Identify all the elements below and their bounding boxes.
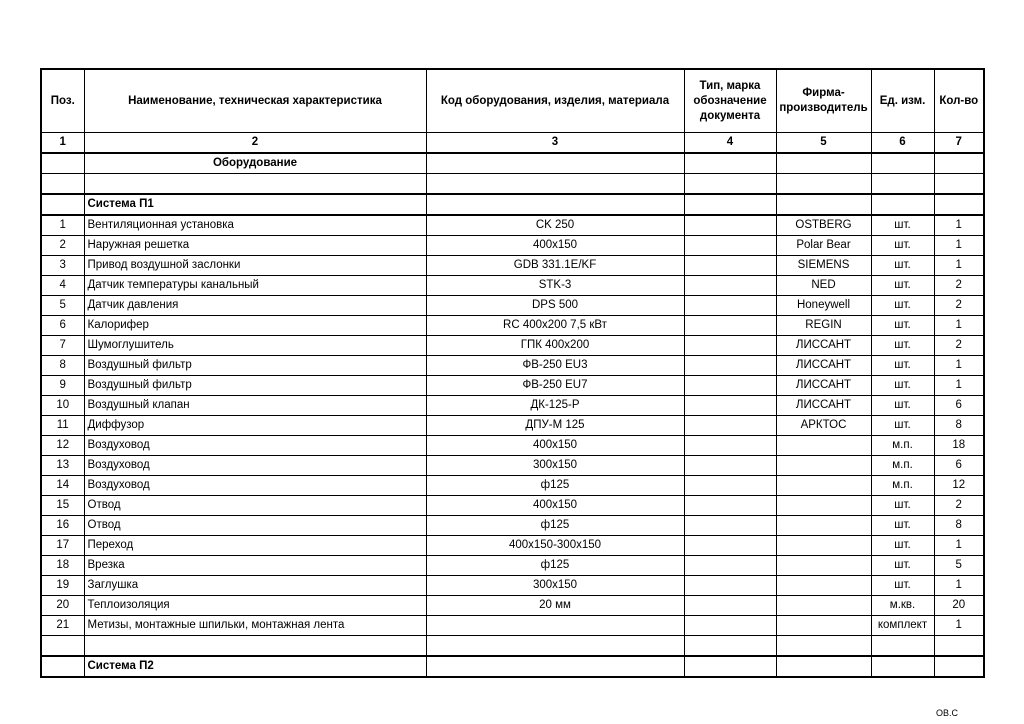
item-position: 18 — [41, 556, 84, 576]
item-type — [684, 456, 776, 476]
item-name: Воздушный фильтр — [84, 356, 426, 376]
item-type — [684, 476, 776, 496]
table-row — [41, 436, 984, 456]
item-unit: шт. — [871, 256, 934, 276]
item-name: Метизы, монтажные шпильки, монтажная лента — [84, 616, 426, 636]
item-manufacturer — [776, 536, 871, 556]
item-position: 2 — [41, 236, 84, 256]
system-p1-title: Система П1 — [84, 194, 426, 215]
item-quantity: 2 — [934, 296, 984, 316]
column-number: 1 — [41, 133, 84, 154]
item-code: 400х150-300х150 — [426, 536, 684, 556]
table-row — [41, 616, 984, 636]
item-type — [684, 376, 776, 396]
item-position: 12 — [41, 436, 84, 456]
item-position: 4 — [41, 276, 84, 296]
item-manufacturer: SIEMENS — [776, 256, 871, 276]
system-p2-row — [41, 656, 984, 677]
item-code: ДК-125-Р — [426, 396, 684, 416]
column-number: 4 — [684, 133, 776, 154]
item-quantity: 8 — [934, 416, 984, 436]
table-row — [41, 215, 984, 236]
item-manufacturer — [776, 596, 871, 616]
item-name: Диффузор — [84, 416, 426, 436]
item-manufacturer — [776, 456, 871, 476]
header-name: Наименование, техническая характеристика — [84, 69, 426, 133]
item-type — [684, 256, 776, 276]
item-position: 14 — [41, 476, 84, 496]
item-code: CK 250 — [426, 215, 684, 236]
table-row — [41, 256, 984, 276]
item-position: 3 — [41, 256, 84, 276]
item-position: 5 — [41, 296, 84, 316]
item-name: Воздуховод — [84, 456, 426, 476]
equipment-specification-table — [40, 68, 985, 678]
item-manufacturer — [776, 576, 871, 596]
item-position: 11 — [41, 416, 84, 436]
item-type — [684, 616, 776, 636]
table-row — [41, 316, 984, 336]
item-name: Калорифер — [84, 316, 426, 336]
item-name: Воздуховод — [84, 476, 426, 496]
column-number: 7 — [934, 133, 984, 154]
item-quantity: 2 — [934, 496, 984, 516]
item-type — [684, 516, 776, 536]
table-row — [41, 476, 984, 496]
item-code: ФВ-250 EU3 — [426, 356, 684, 376]
table-row — [41, 376, 984, 396]
item-quantity: 6 — [934, 396, 984, 416]
item-quantity: 20 — [934, 596, 984, 616]
item-type — [684, 336, 776, 356]
item-quantity: 8 — [934, 516, 984, 536]
item-quantity: 1 — [934, 536, 984, 556]
item-name: Врезка — [84, 556, 426, 576]
item-code: 400х150 — [426, 236, 684, 256]
item-position: 19 — [41, 576, 84, 596]
item-unit: шт. — [871, 416, 934, 436]
item-type — [684, 596, 776, 616]
item-type — [684, 215, 776, 236]
item-unit: м.кв. — [871, 596, 934, 616]
item-unit: шт. — [871, 336, 934, 356]
item-type — [684, 316, 776, 336]
item-type — [684, 556, 776, 576]
item-type — [684, 436, 776, 456]
item-type — [684, 416, 776, 436]
column-number-row — [41, 133, 984, 154]
table-row — [41, 536, 984, 556]
item-unit: шт. — [871, 356, 934, 376]
item-position: 6 — [41, 316, 84, 336]
item-name: Шумоглушитель — [84, 336, 426, 356]
item-manufacturer — [776, 616, 871, 636]
item-name: Наружная решетка — [84, 236, 426, 256]
item-quantity: 1 — [934, 616, 984, 636]
item-type — [684, 536, 776, 556]
item-manufacturer — [776, 556, 871, 576]
item-name: Переход — [84, 536, 426, 556]
item-type — [684, 276, 776, 296]
item-quantity: 1 — [934, 236, 984, 256]
item-position: 1 — [41, 215, 84, 236]
item-code: RC 400х200 7,5 кВт — [426, 316, 684, 336]
item-type — [684, 356, 776, 376]
item-unit: м.п. — [871, 456, 934, 476]
item-quantity: 5 — [934, 556, 984, 576]
item-quantity: 2 — [934, 336, 984, 356]
item-quantity: 1 — [934, 376, 984, 396]
table-row — [41, 496, 984, 516]
item-code: 400х150 — [426, 496, 684, 516]
header-unit: Ед. изм. — [871, 69, 934, 133]
item-code: 20 мм — [426, 596, 684, 616]
item-name: Вентиляционная установка — [84, 215, 426, 236]
item-quantity: 1 — [934, 576, 984, 596]
item-manufacturer: ЛИССАНТ — [776, 356, 871, 376]
item-manufacturer: NED — [776, 276, 871, 296]
item-name: Датчик давления — [84, 296, 426, 316]
item-position: 7 — [41, 336, 84, 356]
item-code: 300х150 — [426, 576, 684, 596]
item-position: 13 — [41, 456, 84, 476]
table-header-row — [41, 69, 984, 133]
specification-sheet — [40, 68, 983, 678]
item-name: Воздушный фильтр — [84, 376, 426, 396]
item-position: 8 — [41, 356, 84, 376]
system-p1-row — [41, 194, 984, 215]
item-manufacturer: АРКТОС — [776, 416, 871, 436]
item-type — [684, 576, 776, 596]
item-code: ДПУ-М 125 — [426, 416, 684, 436]
item-code: DPS 500 — [426, 296, 684, 316]
item-name: Теплоизоляция — [84, 596, 426, 616]
item-unit: шт. — [871, 496, 934, 516]
item-name: Воздушный клапан — [84, 396, 426, 416]
item-unit: шт. — [871, 316, 934, 336]
item-unit: м.п. — [871, 476, 934, 496]
item-manufacturer: REGIN — [776, 316, 871, 336]
item-code — [426, 616, 684, 636]
item-position: 10 — [41, 396, 84, 416]
item-code: GDB 331.1E/KF — [426, 256, 684, 276]
item-quantity: 1 — [934, 356, 984, 376]
system-p2-title: Система П2 — [84, 656, 426, 677]
item-quantity: 18 — [934, 436, 984, 456]
empty-row — [41, 174, 984, 195]
item-quantity: 1 — [934, 215, 984, 236]
item-code: ф125 — [426, 476, 684, 496]
item-unit: шт. — [871, 556, 934, 576]
table-row — [41, 276, 984, 296]
table-row — [41, 416, 984, 436]
table-row — [41, 596, 984, 616]
item-code: ГПК 400х200 — [426, 336, 684, 356]
item-name: Воздуховод — [84, 436, 426, 456]
item-unit: шт. — [871, 396, 934, 416]
item-type — [684, 396, 776, 416]
item-name: Привод воздушной заслонки — [84, 256, 426, 276]
item-unit: шт. — [871, 296, 934, 316]
item-unit: шт. — [871, 576, 934, 596]
item-code: ф125 — [426, 556, 684, 576]
item-manufacturer — [776, 516, 871, 536]
column-number: 6 — [871, 133, 934, 154]
empty-row — [41, 636, 984, 657]
header-qty: Кол-во — [934, 69, 984, 133]
item-manufacturer — [776, 436, 871, 456]
item-type — [684, 236, 776, 256]
item-quantity: 1 — [934, 256, 984, 276]
item-unit: комплект — [871, 616, 934, 636]
item-unit: шт. — [871, 276, 934, 296]
header-code: Код оборудования, изделия, материала — [426, 69, 684, 133]
item-manufacturer: ЛИССАНТ — [776, 336, 871, 356]
item-code: ф125 — [426, 516, 684, 536]
column-number: 2 — [84, 133, 426, 154]
table-row — [41, 576, 984, 596]
item-unit: шт. — [871, 376, 934, 396]
item-manufacturer: Honeywell — [776, 296, 871, 316]
item-position: 16 — [41, 516, 84, 536]
item-manufacturer — [776, 496, 871, 516]
table-row — [41, 516, 984, 536]
item-code: STK-3 — [426, 276, 684, 296]
item-manufacturer: OSTBERG — [776, 215, 871, 236]
item-unit: м.п. — [871, 436, 934, 456]
item-code: ФВ-250 EU7 — [426, 376, 684, 396]
item-unit: шт. — [871, 516, 934, 536]
table-body — [41, 133, 984, 678]
column-number: 5 — [776, 133, 871, 154]
section-title: Оборудование — [84, 153, 426, 174]
table-row — [41, 236, 984, 256]
item-position: 20 — [41, 596, 84, 616]
item-name: Заглушка — [84, 576, 426, 596]
item-unit: шт. — [871, 236, 934, 256]
item-manufacturer: ЛИССАНТ — [776, 376, 871, 396]
item-type — [684, 296, 776, 316]
item-quantity: 12 — [934, 476, 984, 496]
item-code: 400х150 — [426, 436, 684, 456]
table-row — [41, 296, 984, 316]
item-manufacturer — [776, 476, 871, 496]
table-row — [41, 336, 984, 356]
header-type: Тип, марка обозначение документа — [684, 69, 776, 133]
table-row — [41, 556, 984, 576]
item-quantity: 2 — [934, 276, 984, 296]
section-title-row — [41, 153, 984, 174]
table-row — [41, 456, 984, 476]
column-number: 3 — [426, 133, 684, 154]
item-quantity: 6 — [934, 456, 984, 476]
header-pos: Поз. — [41, 69, 84, 133]
item-quantity: 1 — [934, 316, 984, 336]
item-position: 17 — [41, 536, 84, 556]
item-type — [684, 496, 776, 516]
item-manufacturer: Polar Bear — [776, 236, 871, 256]
item-name: Отвод — [84, 516, 426, 536]
item-unit: шт. — [871, 536, 934, 556]
header-maker: Фирма-производитель — [776, 69, 871, 133]
item-name: Отвод — [84, 496, 426, 516]
table-row — [41, 396, 984, 416]
item-unit: шт. — [871, 215, 934, 236]
item-position: 21 — [41, 616, 84, 636]
sheet-code: ОВ.С — [935, 708, 958, 718]
table-row — [41, 356, 984, 376]
item-position: 15 — [41, 496, 84, 516]
item-position: 9 — [41, 376, 84, 396]
item-name: Датчик температуры канальный — [84, 276, 426, 296]
item-manufacturer: ЛИССАНТ — [776, 396, 871, 416]
item-code: 300х150 — [426, 456, 684, 476]
